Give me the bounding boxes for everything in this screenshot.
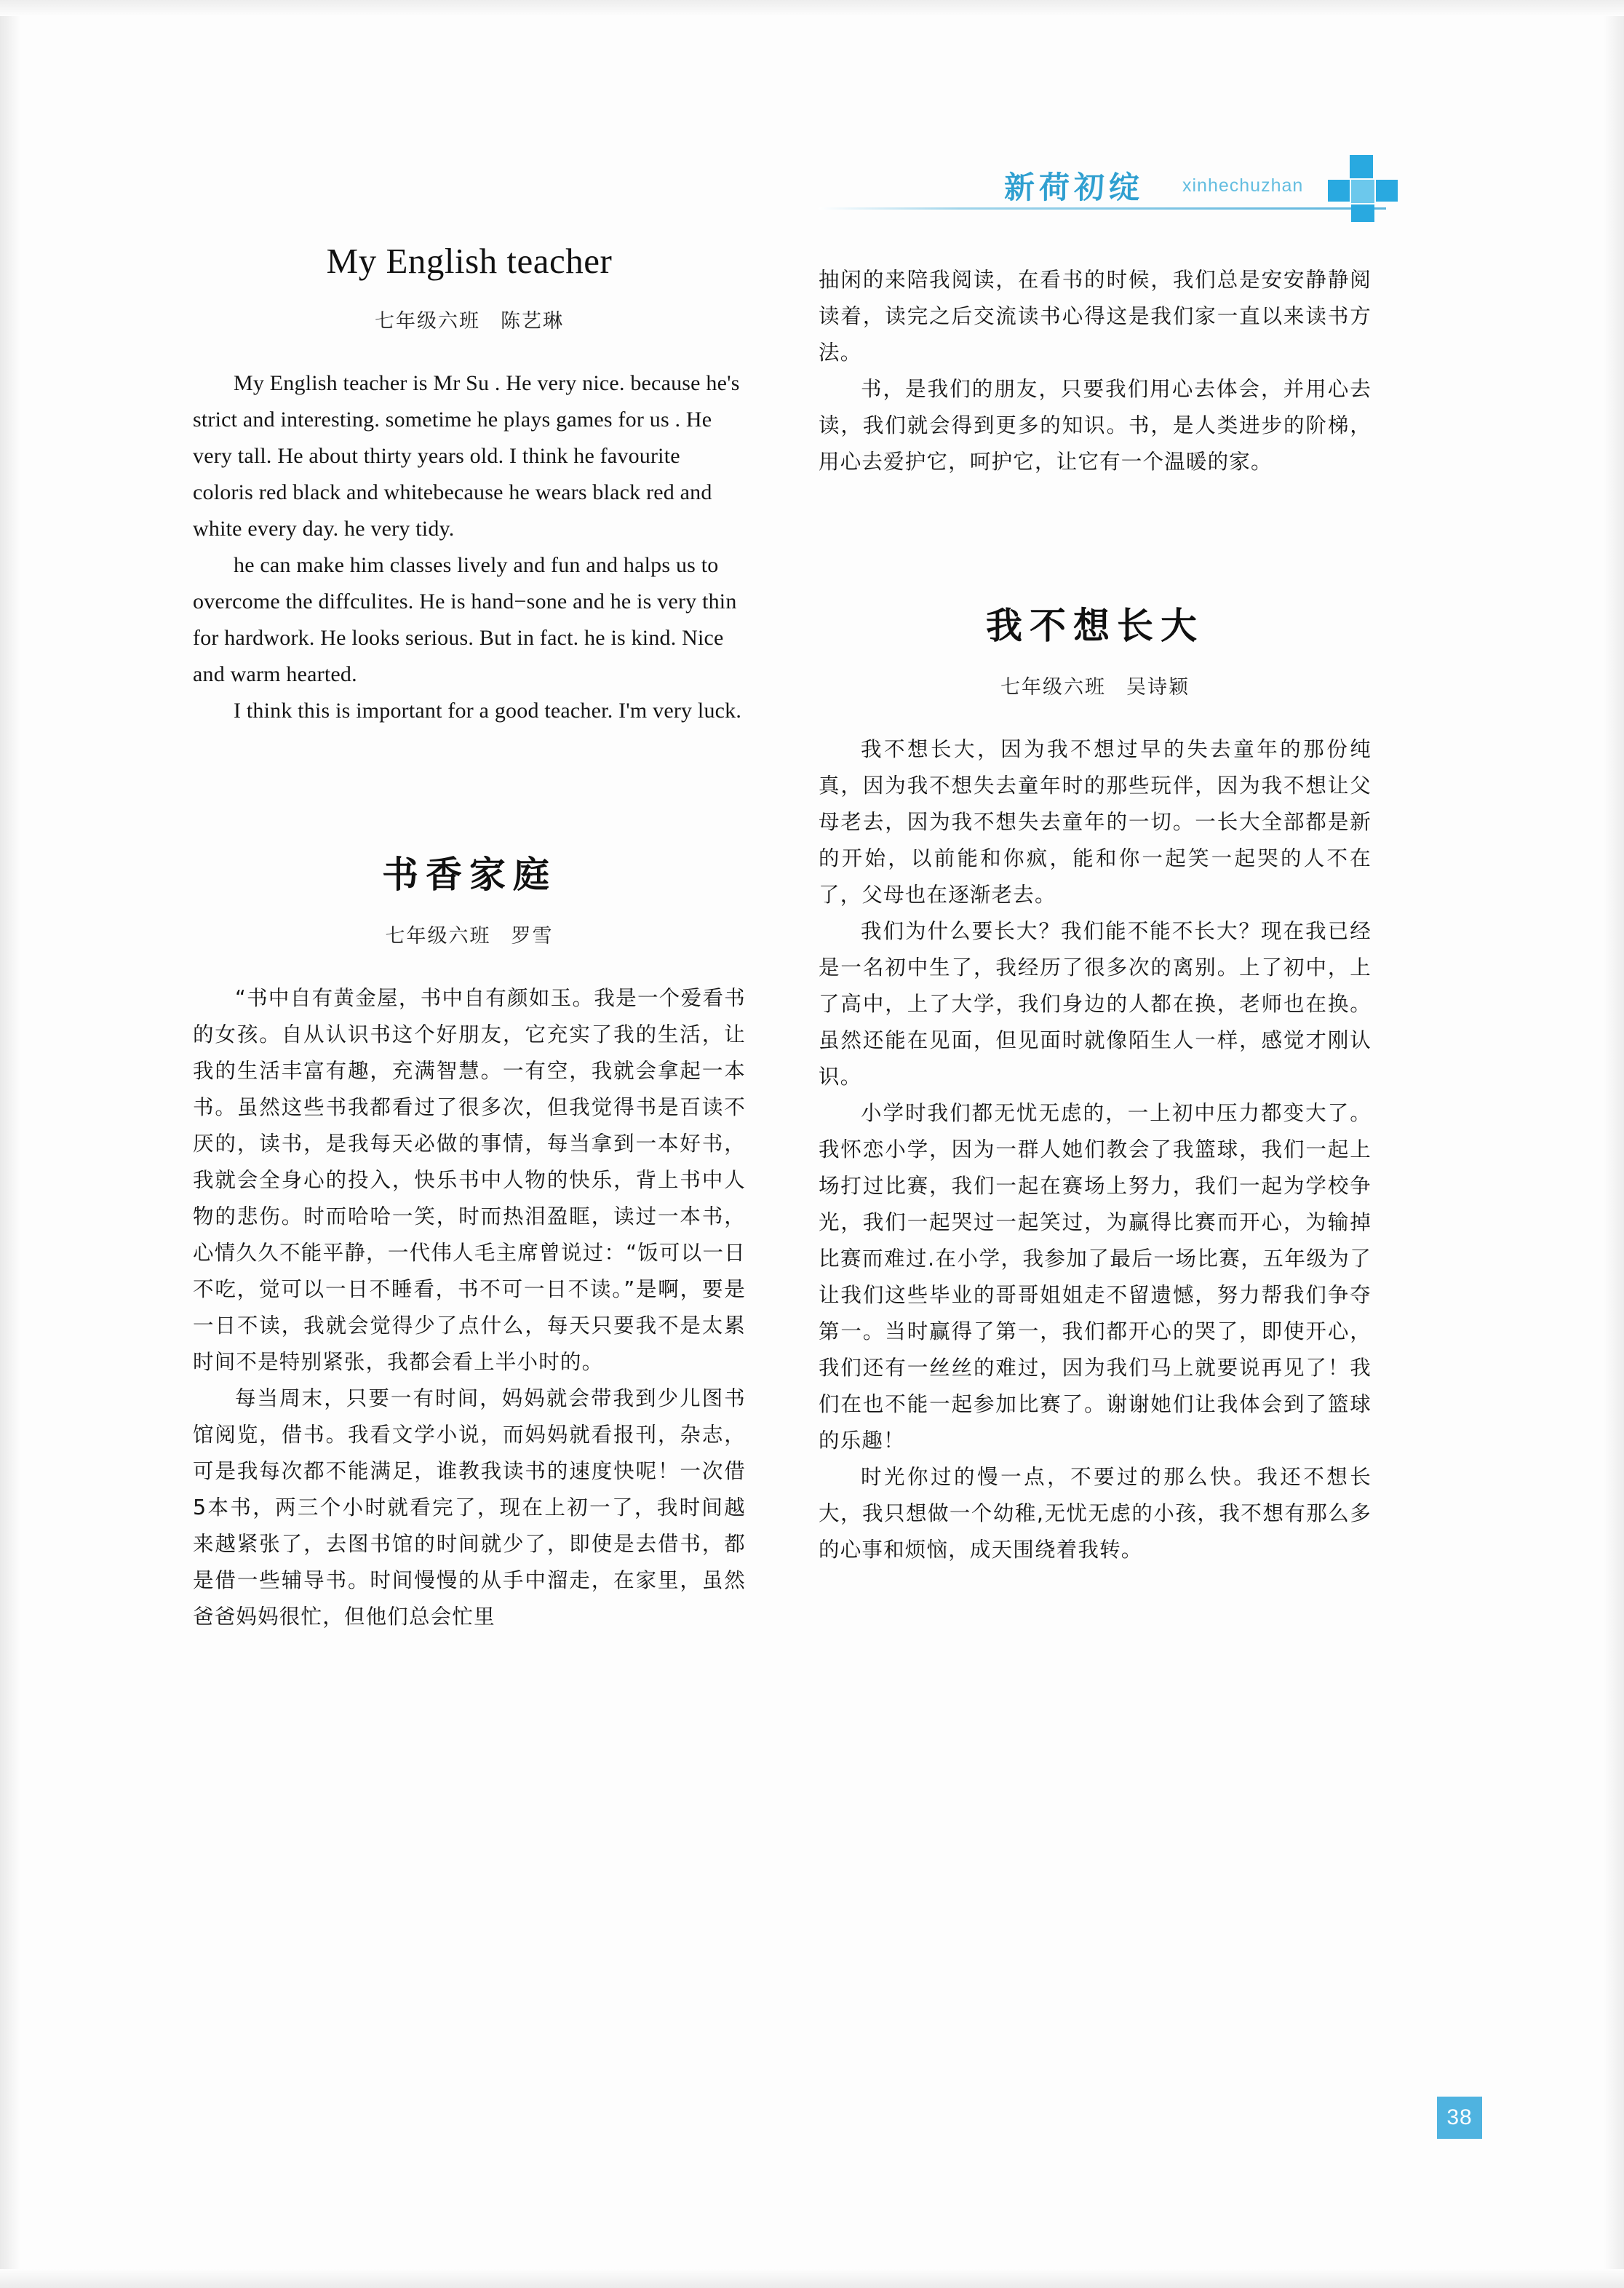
header-title-pinyin: xinhechuzhan <box>1182 175 1304 196</box>
byline-class: 七年级六班 <box>375 310 480 333</box>
article-shuxiang-jiating-continued <box>819 262 1372 480</box>
article-body <box>819 731 1372 1568</box>
square-center <box>1351 180 1374 203</box>
page-edge-shadow-bottom <box>0 2269 1624 2288</box>
paragraph: 每当周末，只要一有时间，妈妈就会带我到少儿图书馆阅览，借书。我看文学小说，而妈妈就看报刊，杂志，可是我每次都不能满足，谁教我读书的速度快呢！一次借5本书，两三个小时就看完了，现在上初一了，我时间越来越紧张了，去图书馆的时间就少了，即使是去借书，都是借一些辅导书。时间慢慢的从手中溜走，在家里，虽然爸爸妈妈很忙，但他们总会忙里 <box>193 1386 746 1629</box>
page-number-badge: 38 <box>1437 2097 1482 2139</box>
paragraph: 抽闲的来陪我阅读，在看书的时候，我们总是安安静静阅读着，读完之后交流读书心得这是我们家一直以来读书方法。 <box>819 268 1372 365</box>
square-bottom <box>1351 204 1374 222</box>
header-rule <box>819 207 1386 210</box>
paragraph: 小学时我们都无忧无虑的，一上初中压力都变大了。我怀恋小学，因为一群人她们教会了我篮球，我们一起上场打过比赛，我们一起在赛场上努力，我们一起为学校争光，我们一起哭过一起笑过，为赢得比赛而开心，为输掉比赛而难过.在小学，我参加了最后一场比赛，五年级为了让我们这些毕业的哥哥姐姐走不留遗憾，努力帮我们争夺第一。当时赢得了第一，我们都开心的哭了，即使开心，我们还有一丝丝的难过，因为我们马上就要说再见了！我们在也不能一起参加比赛了。谢谢她们让我体会到了篮球的乐趣！ <box>819 1101 1372 1453</box>
article-title: My English teacher <box>326 241 613 281</box>
right-column <box>819 262 1372 1576</box>
paragraph: I think this is important for a good teacher. I'm very luck. <box>234 699 742 723</box>
article-title: 书香家庭 <box>382 854 557 896</box>
square-left <box>1328 180 1350 202</box>
byline-class: 七年级六班 <box>1000 676 1106 699</box>
article-byline <box>819 671 1372 699</box>
page-edge-shadow-top <box>0 0 1624 16</box>
paragraph: My English teacher is Mr Su . He very nice. because he's strict and interesting. sometime he plays games for us . He very tall. He about thirty years old. I think he favourite coloris red black and whitebecause he wears black red and white every day. he very tidy. <box>193 371 740 541</box>
article-my-english-teacher <box>193 240 746 729</box>
decorative-squares-icon <box>1328 155 1401 222</box>
paragraph: 书，是我们的朋友，只要我们用心去体会，并用心去读，我们就会得到更多的知识。书，是人类进步的阶梯，用心去爱护它，呵护它，让它有一个温暖的家。 <box>819 377 1372 474</box>
page-edge-shadow-right <box>1604 0 1624 2288</box>
paragraph: 我不想长大，因为我不想过早的失去童年的那份纯真，因为我不想失去童年时的那些玩伴，因为我不想让父母老去，因为我不想失去童年的一切。一长大全部都是新的开始，以前能和你疯，能和你一起笑一起哭的人不在了，父母也在逐渐老去。 <box>819 737 1372 907</box>
page-edge-shadow-left <box>0 0 20 2288</box>
article-byline <box>193 305 746 333</box>
byline-author: 陈艺琳 <box>501 310 564 333</box>
byline-author: 吴诗颖 <box>1126 676 1190 699</box>
paragraph: he can make him classes lively and fun and halps us to overcome the diffculites. He is hand−sone and he is very thin for hardwork. He looks serious. But in fact. he is kind. Nice and warm hearted. <box>193 553 737 686</box>
paragraph: 时光你过的慢一点，不要过的那么快。我还不想长大，我只想做一个幼稚,无忧无虑的小孩，我不想有那么多的心事和烦恼，成天围绕着我转。 <box>819 1465 1372 1562</box>
article-spacer <box>819 488 1372 597</box>
section-header-banner <box>819 164 1430 222</box>
article-wo-bu-xiang-zhang-da <box>819 597 1372 1568</box>
article-byline <box>193 920 746 948</box>
article-spacer <box>193 736 746 846</box>
paragraph: “书中自有黄金屋，书中自有颜如玉。我是一个爱看书的女孩。自从认识书这个好朋友，它充实了我的生活，让我的生活丰富有趣，充满智慧。一有空，我就会拿起一本书。虽然这些书我都看过了很多次，但我觉得书是百读不厌的，读书，是我每天必做的事情，每当拿到一本好书，我就会全身心的投入，快乐书中人物的快乐，背上书中人物的悲伤。时而哈哈一笑，时而热泪盈眶，读过一本书，心情久久不能平静，一代伟人毛主席曾说过：“饭可以一日不吃，觉可以一日不睡看，书不可一日不读。”是啊，要是一日不读，我就会觉得少了点什么，每天只要我不是太累时间不是特别紧张，我都会看上半小时的。 <box>193 986 746 1374</box>
left-column <box>193 240 746 1642</box>
article-body <box>819 262 1372 480</box>
square-top <box>1350 155 1373 178</box>
paragraph: 我们为什么要长大？我们能不能不长大？现在我已经是一名初中生了，我经历了很多次的离别。上了初中，上了高中，上了大学，我们身边的人都在换，老师也在换。虽然还能在见面，但见面时就像陌生人一样，感觉才刚认识。 <box>819 919 1372 1089</box>
article-title: 我不想长大 <box>986 605 1204 647</box>
byline-author: 罗雪 <box>511 925 554 948</box>
square-right <box>1376 180 1398 202</box>
article-body <box>193 365 746 729</box>
byline-class: 七年级六班 <box>385 925 491 948</box>
article-body <box>193 980 746 1635</box>
article-shuxiang-jiating <box>193 846 746 1635</box>
header-title-chinese: 新荷初绽 <box>1004 170 1145 205</box>
